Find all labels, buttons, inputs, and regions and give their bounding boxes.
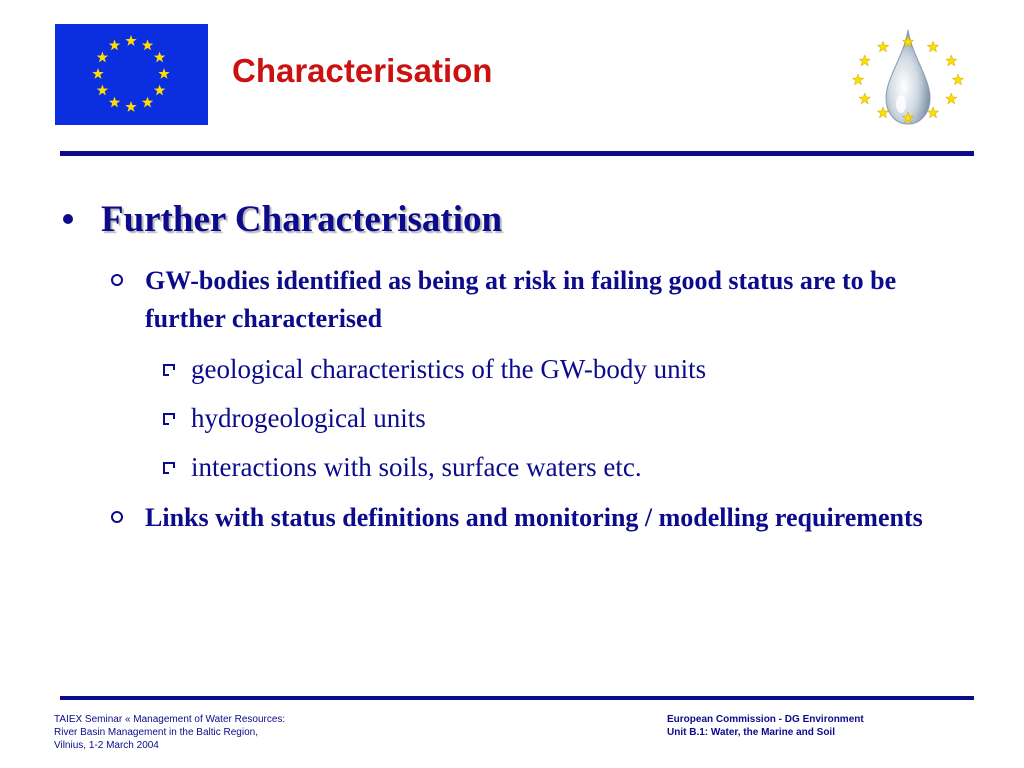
heading-text: Further Characterisation [101,199,503,240]
list-item-text: GW-bodies identified as being at risk in failing good status are to be further characterised [145,266,897,333]
footer-right [667,713,864,739]
footer-line: TAIEX Seminar « Management of Water Resources: [54,714,286,725]
sub-list-item-text: hydrogeological units [191,403,426,433]
slide-title: Characterisation [232,52,493,89]
footer-left [54,713,285,752]
list-item-text: Links with status definitions and monitoring / modelling requirements [145,503,923,532]
square-bullet-icon [163,364,175,376]
round-bullet-icon [63,214,73,224]
circle-bullet-icon [111,274,123,286]
sub-list-item-text: interactions with soils, surface waters etc. [191,452,642,482]
footer-line: European Commission - DG Environment [667,714,864,725]
circle-bullet-icon [111,511,123,523]
footer-line: Unit B.1: Water, the Marine and Soil [667,727,835,738]
footer-line: River Basin Management in the Baltic Region, [54,727,258,738]
square-bullet-icon [163,413,175,425]
sub-list-item-text: geological characteristics of the GW-body units [191,354,707,384]
square-bullet-icon [163,462,175,474]
footer-line: Vilnius, 1-2 March 2004 [54,740,159,751]
